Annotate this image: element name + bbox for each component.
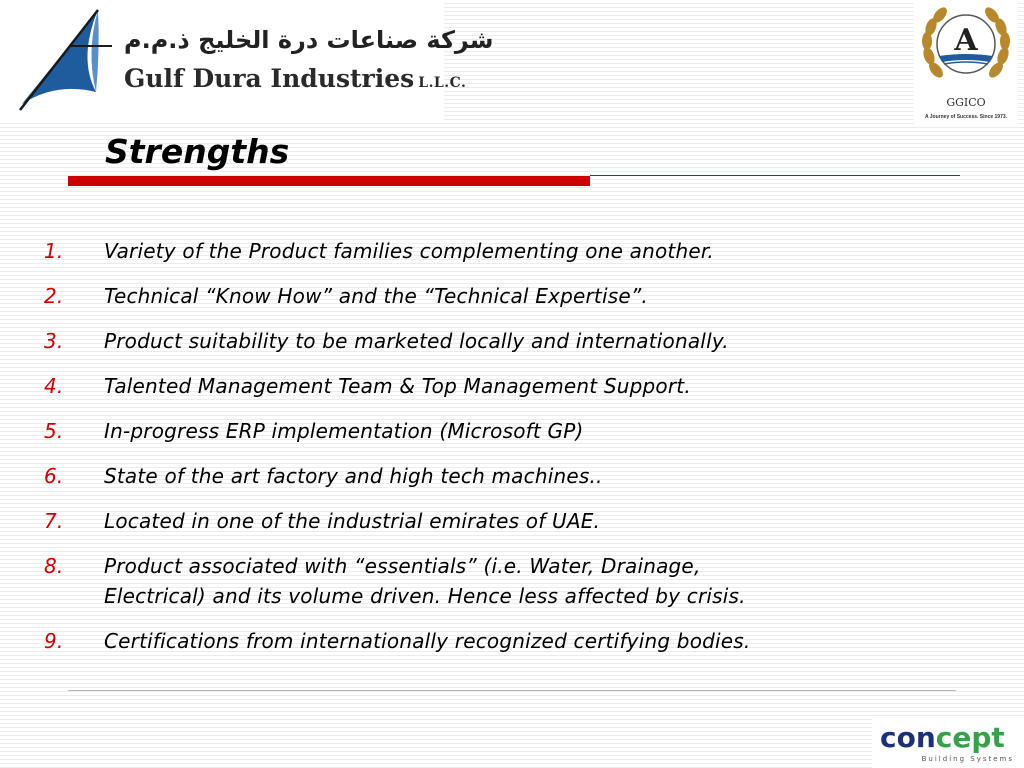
footer-divider xyxy=(68,690,956,691)
ggico-logo xyxy=(914,0,1018,126)
list-item-number: 6. xyxy=(44,464,64,488)
list-item-number: 2. xyxy=(44,284,64,308)
strengths-list xyxy=(40,236,940,671)
list-item-text: Certifications from internationally recognized certifying bodies. xyxy=(104,629,751,653)
laurel-emblem-icon xyxy=(914,0,1018,96)
concept-wordmark-part2: cept xyxy=(935,721,1005,754)
title-underline-bar xyxy=(68,176,590,186)
emblem-letter: A xyxy=(954,23,978,58)
concept-logo xyxy=(872,718,1024,768)
list-item-text-line: Product associated with “essentials” (i.e. Water, Drainage, xyxy=(104,554,701,578)
gulf-dura-logo xyxy=(0,0,494,122)
slide-title: Strengths xyxy=(105,132,290,171)
partner-tagline: A Journey of Success. Since 1973. xyxy=(924,114,1008,120)
list-item xyxy=(40,236,940,266)
concept-wordmark-part1: con xyxy=(880,721,936,754)
list-item-text: Technical “Know How” and the “Technical Expertise”. xyxy=(104,284,648,308)
list-item xyxy=(40,551,940,611)
list-item xyxy=(40,326,940,356)
list-item-text-line: Electrical) and its volume driven. Hence less affected by crisis. xyxy=(104,584,746,608)
list-item-number: 8. xyxy=(44,554,64,578)
list-item-number: 4. xyxy=(44,374,64,398)
list-item xyxy=(40,281,940,311)
list-item xyxy=(40,371,940,401)
list-item-text: Product suitability to be marketed locally and internationally. xyxy=(104,329,729,353)
list-item-number: 1. xyxy=(44,239,64,263)
list-item-number: 7. xyxy=(44,509,64,533)
company-arabic-name: شركة صناعات درة الخليج ذ.م.م xyxy=(124,26,494,54)
company-name-text: Gulf Dura Industries xyxy=(124,64,415,93)
concept-wordmark xyxy=(880,722,1005,754)
list-item xyxy=(40,461,940,491)
concept-tagline: Building Systems xyxy=(921,755,1014,763)
list-item-number: 9. xyxy=(44,629,64,653)
company-name xyxy=(124,64,466,93)
company-suffix: L.L.C. xyxy=(418,75,467,91)
list-item-text xyxy=(104,551,940,611)
list-item-text: Located in one of the industrial emirates of UAE. xyxy=(104,509,601,533)
list-item-number: 5. xyxy=(44,419,64,443)
sail-icon xyxy=(0,0,122,122)
partner-name: GGICO xyxy=(946,96,986,109)
list-item xyxy=(40,626,940,656)
list-item xyxy=(40,506,940,536)
list-item-text: Talented Management Team & Top Management Support. xyxy=(104,374,691,398)
list-item xyxy=(40,416,940,446)
list-item-text: In-progress ERP implementation (Microsoft GP) xyxy=(104,419,584,443)
list-item-text: State of the art factory and high tech machines.. xyxy=(104,464,603,488)
list-item-number: 3. xyxy=(44,329,64,353)
list-item-text: Variety of the Product families complementing one another. xyxy=(104,239,714,263)
title-underline-thin xyxy=(590,175,960,176)
